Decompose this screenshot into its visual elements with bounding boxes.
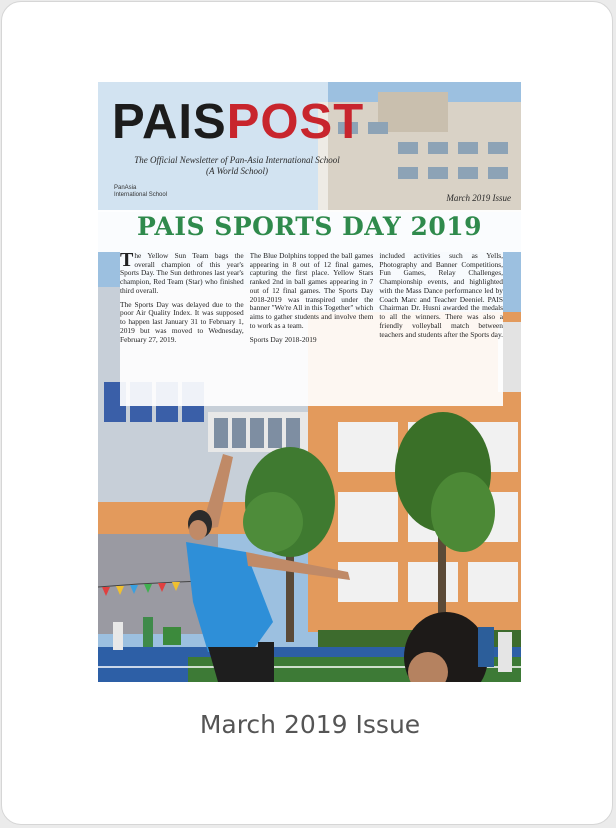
article-paragraph: Sports Day 2018-2019 (249, 334, 317, 344)
newsletter-title (112, 95, 365, 149)
article-paragraph: The Blue Dolphins topped the ball games appearing in 8 out of 12 final games, capturing the first place. Yellow Stars ranked 2nd in ball games appearing in 7 out of 12 final games. The Sports Day 2018-2019 was transpired under the banner "We're All in this Together" which aims to gather students and involve them to work as a team. (249, 252, 374, 330)
article-paragraph (120, 252, 244, 296)
newsletter-tagline (112, 155, 362, 177)
issue-card[interactable] (1, 1, 613, 825)
article-column-2 (250, 252, 374, 406)
drop-cap: T (120, 252, 134, 271)
article-text-block (120, 252, 503, 406)
tagline-line-2: (A World School) (206, 165, 268, 176)
tagline-line-1: The Official Newsletter of Pan-Asia International School (134, 155, 340, 165)
article-paragraph: included activities such as Yells, Photography and Banner Competitions, Fun Games, Relay Challenges, Championship events, and highlighted with the Mass Dance performance led by Coach Marc and Teacher Deeniel. PAIS Chairman Dr. Husni awarded the medals to all the winners. There was also a friendly volleyball match between teachers and students after the Sports day. (379, 252, 503, 339)
title-prefix: PAIS (112, 95, 227, 149)
article-column-1 (120, 252, 244, 406)
school-logo (114, 185, 167, 198)
newsletter-cover-image[interactable] (98, 82, 521, 682)
title-suffix: POST (226, 95, 365, 149)
cover-headline: PAIS SPORTS DAY 2019 (136, 212, 483, 241)
school-name-line-1: PanAsia (114, 185, 137, 191)
school-name-line-2: International School (114, 191, 168, 198)
issue-caption[interactable]: March 2019 Issue (199, 710, 421, 739)
cover-issue-label: March 2019 Issue (446, 193, 511, 203)
paragraph-text: he Yellow Sun Team bags the overall champion of this year's Sports Day. The Sun dethrones last year's champion, Red Team (Star) who finished third overall. (120, 252, 244, 295)
article-paragraph: The Sports Day was delayed due to the poor Air Quality Index. It was supposed to happen last January 31 to February 1, 2019 but was moved to Wednesday, February 27, 2019. (120, 299, 244, 344)
article-column-3 (379, 252, 503, 406)
